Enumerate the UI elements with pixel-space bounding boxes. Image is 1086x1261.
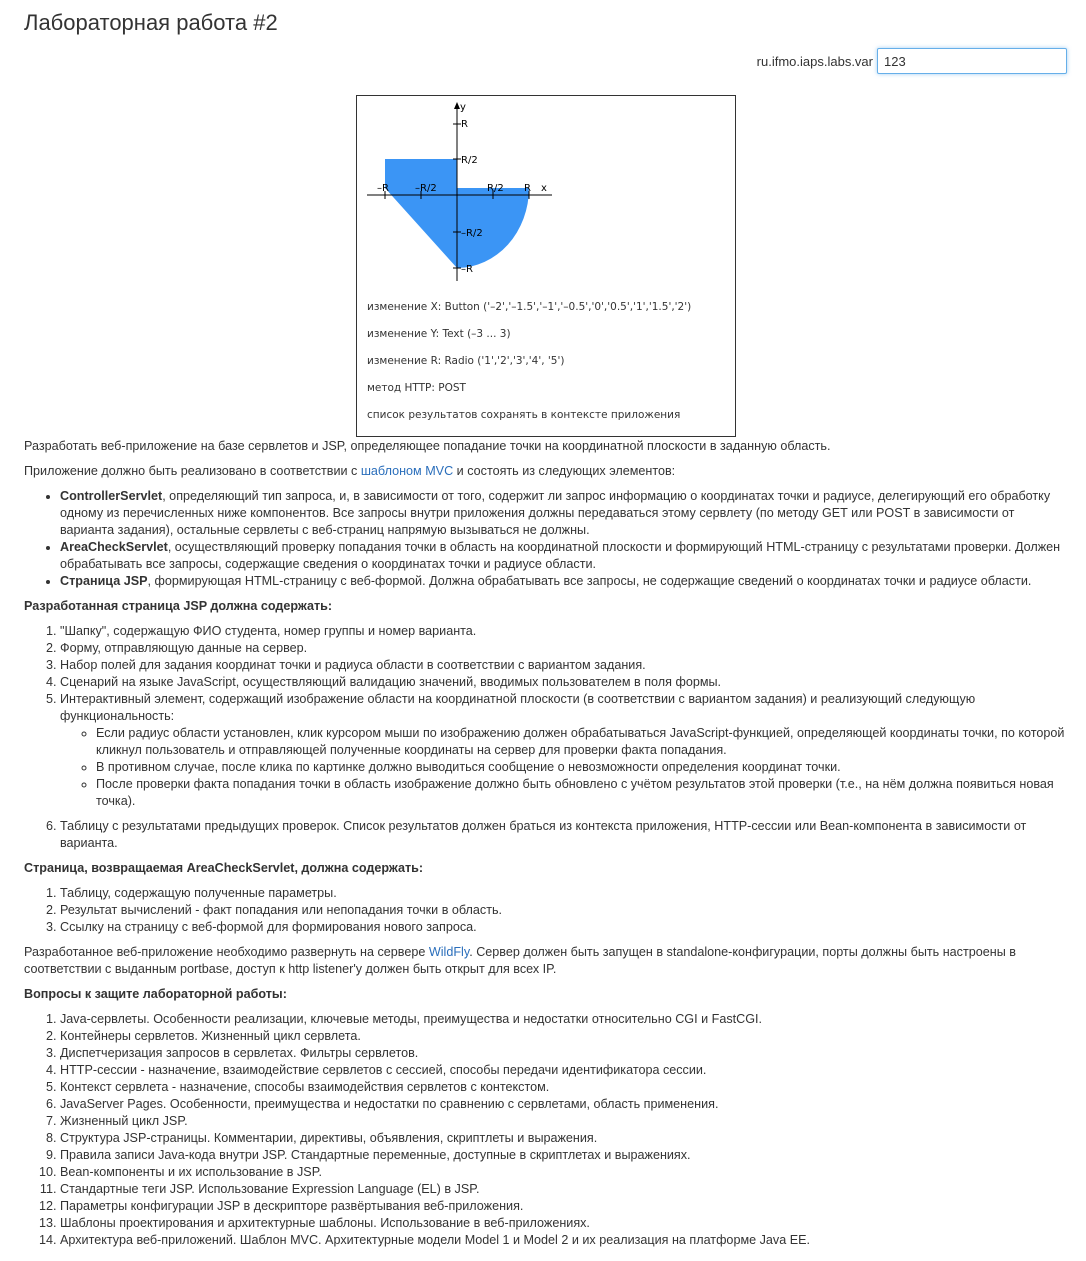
- variant-input[interactable]: [877, 48, 1067, 74]
- list-item: 6. Таблицу с результатами предыдущих проверок. Список результатов должен браться из контекста приложения, HTTP-сессии или Bean-компонента в зависимости от варианта.: [60, 818, 1069, 852]
- list-item: 6. JavaServer Pages. Особенности, преимущества и недостатки по сравнению с сервлетами, область применения.: [60, 1096, 1069, 1113]
- jsp-heading: Разработанная страница JSP должна содержать:: [24, 599, 333, 613]
- variant-row: [757, 48, 1067, 74]
- variant-line-r: изменение R: Radio ('1','2','3','4', '5'): [367, 355, 565, 367]
- variant-line-y: изменение Y: Text (–3 ... 3): [367, 328, 511, 340]
- questions-list: [24, 1011, 1069, 1249]
- list-item: 7. Жизненный цикл JSP.: [60, 1113, 1069, 1130]
- mvc-paragraph: Приложение должно быть реализовано в соответствии с шаблоном MVC и состоять из следующих элементов:: [24, 464, 676, 478]
- list-item: 9. Правила записи Java-кода внутри JSP. Стандартные переменные, доступные в скриптлетах и выражениях.: [60, 1147, 1069, 1164]
- questions-heading: Вопросы к защите лабораторной работы:: [24, 987, 287, 1001]
- jsp-subrequirements-list: [60, 725, 1069, 810]
- deploy-paragraph: Разработанное веб-приложение необходимо развернуть на сервере WildFly. Сервер должен быть запущен в standalone-конфигурации, порты должны быть настроены в соответствии с выданным portbase, доступ к http listener'у должен быть открыт для всех IP.: [24, 945, 1016, 976]
- acs-requirements-list: [24, 885, 1069, 936]
- list-item: 1. Таблицу, содержащую полученные параметры.: [60, 885, 1069, 902]
- mvc-link[interactable]: шаблоном MVC: [360, 464, 454, 478]
- list-item: 8. Структура JSP-страницы. Комментарии, директивы, объявления, скриптлеты и выражения.: [60, 1130, 1069, 1147]
- x-label: x: [541, 183, 547, 194]
- variant-details: [367, 301, 727, 436]
- wildfly-link[interactable]: WildFly: [428, 945, 470, 959]
- area-graph: [357, 96, 735, 296]
- intro-paragraph: Разработать веб-приложение на базе сервлетов и JSP, определяющее попадание точки на координатной плоскости в заданную область.: [24, 439, 831, 453]
- list-item: 12. Параметры конфигурации JSP в дескрипторе развёртывания веб-приложения.: [60, 1198, 1069, 1215]
- tick-label-mR-bottom: –R: [461, 264, 473, 275]
- jsp-requirements-list: [24, 623, 1069, 852]
- list-item: • AreaCheckServlet, осуществляющий проверку попадания точки в область на координатной плоскости и формирующий HTML-страницу с результатами проверки. Должен обрабатывать все запросы, содержащие сведения о координатах точки и радиусе области.: [60, 539, 1069, 573]
- variant-line-storage: список результатов сохранять в контексте приложения: [367, 409, 681, 421]
- list-item: 1. Java-сервлеты. Особенности реализации, ключевые методы, преимущества и недостатки относительно CGI и FastCGI.: [60, 1011, 1069, 1028]
- tick-label-mR2-bottom: –R/2: [461, 228, 483, 239]
- variant-line-method: метод HTTP: POST: [367, 382, 466, 394]
- list-item: 2. Контейнеры сервлетов. Жизненный цикл сервлета.: [60, 1028, 1069, 1045]
- acs-heading: Страница, возвращаемая AreaCheckServlet, должна содержать:: [24, 861, 424, 875]
- tick-label-R-top: R: [461, 119, 468, 130]
- tick-label-mR-left: –R: [377, 183, 389, 194]
- list-item: 3. Ссылку на страницу с веб-формой для формирования нового запроса.: [60, 919, 1069, 936]
- variant-line-x: изменение X: Button ('–2','–1.5','–1','–0.5','0','0.5','1','1.5','2'): [367, 301, 692, 313]
- list-item: 10. Bean-компоненты и их использование в JSP.: [60, 1164, 1069, 1181]
- list-item: 5. Интерактивный элемент, содержащий изображение области на координатной плоскости (в соответствии с вариантом задания) и реализующий следующую функциональность: ◦ Если радиус области установлен, клик курсором мыши по изображению должен обрабатываться JavaScript-функцией, определяющей координаты точки, по которой кликнул пользователь и отправляющей полученные координаты на сервер для проверки факта попадания. ◦ В противном случае, после клика по картинке должно выводиться сообщение о невозможности определения координат точки. ◦ После проверки факта попадания точки в область изображение должно быть обновлено с учётом результатов этой проверки (т.е., на нём должна появиться новая точка).: [60, 691, 1069, 810]
- list-item: 3. Диспетчеризация запросов в сервлетах. Фильтры сервлетов.: [60, 1045, 1069, 1062]
- list-item: ◦ После проверки факта попадания точки в область изображение должно быть обновлено с учётом результатов этой проверки (т.е., на нём должна появиться новая точка).: [96, 776, 1069, 810]
- list-item: • ControllerServlet, определяющий тип запроса, и, в зависимости от того, содержит ли запрос информацию о координатах точки и радиусе, делегирующий его обработку одному из перечисленных ниже компонентов. Все запросы внутри приложения должны передаваться этому сервлету (по методу GET или POST в зависимости от варианта задания), остальные сервлеты с веб-страниц напрямую вызываться не должны.: [60, 488, 1069, 539]
- list-item: ◦ Если радиус области установлен, клик курсором мыши по изображению должен обрабатываться JavaScript-функцией, определяющей координаты точки, по которой кликнул пользователь и отправляющей полученные координаты на сервер для проверки факта попадания.: [96, 725, 1069, 759]
- tick-label-mR2-left: –R/2: [415, 183, 437, 194]
- tick-label-R-right: R: [524, 183, 531, 194]
- list-item: 4. Сценарий на языке JavaScript, осуществляющий валидацию значений, вводимых пользователем в поля формы.: [60, 674, 1069, 691]
- y-label: y: [460, 102, 466, 113]
- page-title: Лабораторная работа #2: [24, 10, 278, 35]
- list-item: 14. Архитектура веб-приложений. Шаблон MVC. Архитектурные модели Model 1 и Model 2 и их реализация на платформе Java EE.: [60, 1232, 1069, 1249]
- main-content: [24, 438, 1069, 1257]
- list-item: 11. Стандартные теги JSP. Использование Expression Language (EL) в JSP.: [60, 1181, 1069, 1198]
- variant-card: [356, 95, 736, 437]
- list-item: 2. Форму, отправляющую данные на сервер.: [60, 640, 1069, 657]
- list-item: 13. Шаблоны проектирования и архитектурные шаблоны. Использование в веб-приложениях.: [60, 1215, 1069, 1232]
- variant-label: ru.ifmo.iaps.labs.var: [756, 53, 873, 69]
- list-item: 2. Результат вычислений - факт попадания или непопадания точки в область.: [60, 902, 1069, 919]
- list-item: 4. HTTP-сессии - назначение, взаимодействие сервлетов с сессией, способы передачи идентификатора сессии.: [60, 1062, 1069, 1079]
- list-item: • Страница JSP, формирующая HTML-страницу с веб-формой. Должна обрабатывать все запросы, не содержащие сведений о координатах точки и радиусе области.: [60, 573, 1069, 590]
- components-list: [24, 488, 1069, 590]
- tick-label-R2-right: R/2: [487, 183, 504, 194]
- list-item: ◦ В противном случае, после клика по картинке должно выводиться сообщение о невозможности определения координат точки.: [96, 759, 1069, 776]
- list-item: 3. Набор полей для задания координат точки и радиуса области в соответствии с вариантом задания.: [60, 657, 1069, 674]
- list-item: 1. "Шапку", содержащую ФИО студента, номер группы и номер варианта.: [60, 623, 1069, 640]
- list-item: 5. Контекст сервлета - назначение, способы взаимодействия сервлетов с контекстом.: [60, 1079, 1069, 1096]
- tick-label-R2-top: R/2: [461, 155, 478, 166]
